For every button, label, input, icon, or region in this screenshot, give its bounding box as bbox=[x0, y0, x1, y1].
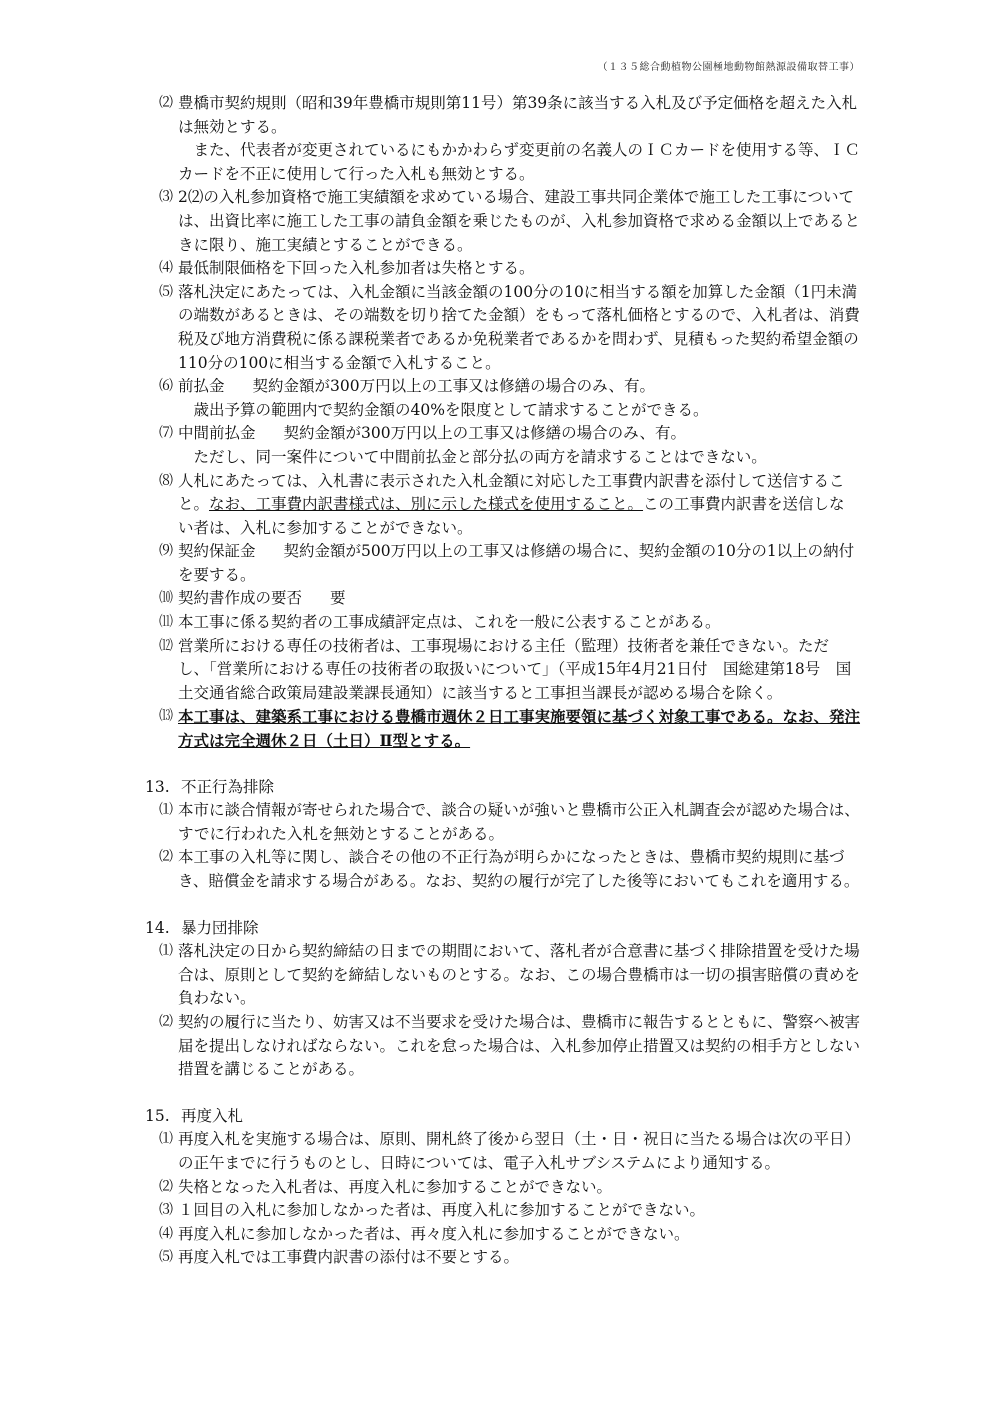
item-text: 2⑵の入札参加資格で施工実績額を求めている場合、建設工事共同企業体で施工した工事については、出資比率に施工した工事の請負金額を乗じたものが、入札参加資格で求める金額以上であるときに限り、施工実績とすることができる。 bbox=[178, 188, 861, 254]
item-text: 契約の履行に当たり、妨害又は不当要求を受けた場合は、豊橋市に報告するとともに、警察へ被害届を提出しなければならない。これを怠った場合は、入札参加停止措置又は契約の相手方としない措置を講じることがある。 bbox=[178, 1012, 861, 1079]
item-text: 落札決定にあたっては、入札金額に当該金額の100分の10に相当する額を加算した金額（1円未満の端数があるときは、その端数を切り捨てた金額）をもって落札価格とするので、入札者は、消費税及び地方消費税に係る課税業者であるか免税業者であるかを問わず、見積もった契約希望金額の110分の100に相当する金額で入札すること。 bbox=[178, 282, 860, 372]
item-number: ⑿ bbox=[159, 637, 173, 654]
item-label: 契約書作成の要否 bbox=[178, 589, 303, 608]
item-text: 再度入札では工事費内訳書の添付は不要とする。 bbox=[178, 1248, 520, 1267]
item-number: ⑴ bbox=[159, 1131, 173, 1148]
list-item bbox=[145, 799, 860, 846]
item-text: 本工事は、建築系工事における豊橋市週休２日工事実施要領に基づく対象工事である。なお、発注方式は完全週休２日（土日）Ⅱ型とする。 bbox=[178, 707, 861, 751]
item-text bbox=[178, 540, 860, 587]
list-item bbox=[145, 375, 860, 422]
item-text: 豊橋市契約規則（昭和39年豊橋市規則第11号）第39条に該当する入札及び予定価格を超えた入札は無効とする。 bbox=[178, 94, 858, 136]
item-text bbox=[178, 422, 860, 446]
list-item bbox=[145, 1176, 860, 1200]
item-text: 営業所における専任の技術者は、工事現場における主任（監理）技術者を兼任できない。ただし、「営業所における専任の技術者の取扱いについて」（平成15年4月21日付 国総建第18号 国土交通省総合政策局建設業課長通知）に該当すると工事担当課長が認める場合を除く。 bbox=[178, 636, 852, 702]
list-item bbox=[145, 635, 860, 706]
item-number: ⑴ bbox=[159, 802, 173, 819]
section-number: 14. bbox=[145, 918, 170, 937]
list-item bbox=[145, 281, 860, 375]
item-text: 本工事の入札等に関し、談合その他の不正行為が明らかになったときは、豊橋市契約規則に基づき、賠償金を請求する場合がある。なお、契約の履行が完了した後等においてもこれを適用する。 bbox=[178, 848, 860, 890]
section-number: 15. bbox=[145, 1106, 170, 1125]
item-value: 契約金額が300万円以上の工事又は修繕の場合のみ、有。 bbox=[283, 424, 687, 443]
item-subtext: ただし、同一案件について中間前払金と部分払の両方を請求することはできない。 bbox=[193, 447, 767, 466]
item-number: ⑽ bbox=[159, 590, 173, 607]
item-text bbox=[178, 375, 860, 399]
item-value: 契約金額が500万円以上の工事又は修繕の場合に、契約金額の10分の1以上の納付を要する。 bbox=[178, 542, 855, 584]
list-item bbox=[145, 1223, 860, 1247]
item-text-part: この工事費内訳書を送信しない者は、入札に参加することができない。 bbox=[178, 495, 845, 537]
list-item bbox=[145, 1128, 860, 1175]
section-number: 13. bbox=[145, 777, 170, 796]
document-body bbox=[145, 92, 860, 1270]
item-number: ⑵ bbox=[159, 1178, 173, 1195]
item-subtext: 歳出予算の範囲内で契約金額の40%を限度として請求することができる。 bbox=[193, 400, 709, 419]
item-number: ⑶ bbox=[159, 189, 173, 206]
section-heading bbox=[145, 776, 860, 800]
item-number: ⑵ bbox=[159, 95, 173, 111]
list-item bbox=[145, 611, 860, 635]
item-label: 中間前払金 bbox=[178, 424, 256, 443]
item-text: 本市に談合情報が寄せられた場合で、談合の疑いが強いと豊橋市公正入札調査会が認めた場合は、すでに行われた入札を無効とすることがある。 bbox=[178, 801, 860, 843]
item-number: ⒀ bbox=[159, 708, 173, 725]
item-label: 契約保証金 bbox=[178, 542, 256, 561]
item-number: ⑾ bbox=[159, 614, 173, 631]
list-item bbox=[145, 1246, 860, 1270]
item-text: 落札決定の日から契約締結の日までの期間において、落札者が合意書に基づく排除措置を受けた場合は、原則として契約を締結しないものとする。なお、この場合豊橋市は一切の損害賠償の責めを負わない。 bbox=[178, 942, 861, 1008]
item-text bbox=[178, 470, 860, 541]
item-number: ⑴ bbox=[159, 943, 173, 960]
list-item bbox=[145, 470, 860, 541]
section-title: 暴力団排除 bbox=[181, 918, 259, 937]
item-number: ⑵ bbox=[159, 849, 173, 866]
item-number: ⑷ bbox=[159, 1225, 173, 1242]
list-item bbox=[145, 257, 860, 281]
item-number: ⑺ bbox=[159, 425, 173, 442]
list-item bbox=[145, 186, 860, 257]
item-text: 再度入札に参加しなかった者は、再々度入札に参加することができない。 bbox=[178, 1224, 690, 1243]
item-text-part: 人札にあたっては、入札書に表示された入札金額に対応した工事費内訳書を添付して送信すること。 bbox=[178, 471, 845, 514]
item-text: 再度入札を実施する場合は、原則、開札終了後から翌日（土・日・祝日に当たる場合は次の平日）の正午までに行うものとし、日時については、電子入札サブシステムにより通知する。 bbox=[178, 1130, 861, 1172]
item-number: ⑵ bbox=[159, 1013, 173, 1030]
item-number: ⑸ bbox=[159, 1249, 173, 1266]
section-heading bbox=[145, 1105, 860, 1129]
list-item bbox=[145, 705, 860, 752]
underlined-note: なお、工事費内訳書様式は、別に示した様式を使用すること。 bbox=[209, 495, 644, 514]
list-item bbox=[145, 422, 860, 469]
item-text: 最低制限価格を下回った入札参加者は失格とする。 bbox=[178, 259, 535, 278]
section-heading bbox=[145, 917, 860, 941]
list-item bbox=[145, 1011, 860, 1082]
item-subtext: また、代表者が変更されているにもかかわらず変更前の名義人のＩＣカードを使用する等、ＩＣカードを不正に使用して行った入札も無効とする。 bbox=[178, 141, 861, 183]
document-header: （１３５総合動植物公園極地動物館熱源設備取替工事） bbox=[597, 62, 860, 73]
item-number: ⑻ bbox=[159, 472, 173, 489]
item-text: １回目の入札に参加しなかった者は、再度入札に参加することができない。 bbox=[178, 1201, 706, 1220]
item-number: ⑶ bbox=[159, 1202, 173, 1219]
item-text: 本工事に係る契約者の工事成績評定点は、これを一般に公表することがある。 bbox=[178, 613, 721, 632]
item-number: ⑸ bbox=[159, 283, 173, 300]
list-item bbox=[145, 940, 860, 1011]
item-number: ⑹ bbox=[159, 378, 173, 395]
item-label: 前払金 bbox=[178, 377, 225, 396]
section-title: 不正行為排除 bbox=[181, 777, 275, 796]
item-text: 失格となった入札者は、再度入札に参加することができない。 bbox=[178, 1177, 613, 1196]
list-item bbox=[145, 540, 860, 587]
item-text bbox=[178, 587, 860, 611]
section-title: 再度入札 bbox=[181, 1106, 244, 1125]
list-item bbox=[145, 1199, 860, 1223]
item-value: 契約金額が300万円以上の工事又は修繕の場合のみ、有。 bbox=[252, 377, 656, 396]
item-number: ⑷ bbox=[159, 260, 173, 277]
list-item bbox=[145, 846, 860, 893]
list-item bbox=[145, 92, 860, 186]
item-number: ⑼ bbox=[159, 543, 173, 560]
item-value: 要 bbox=[330, 589, 346, 608]
list-item bbox=[145, 587, 860, 611]
